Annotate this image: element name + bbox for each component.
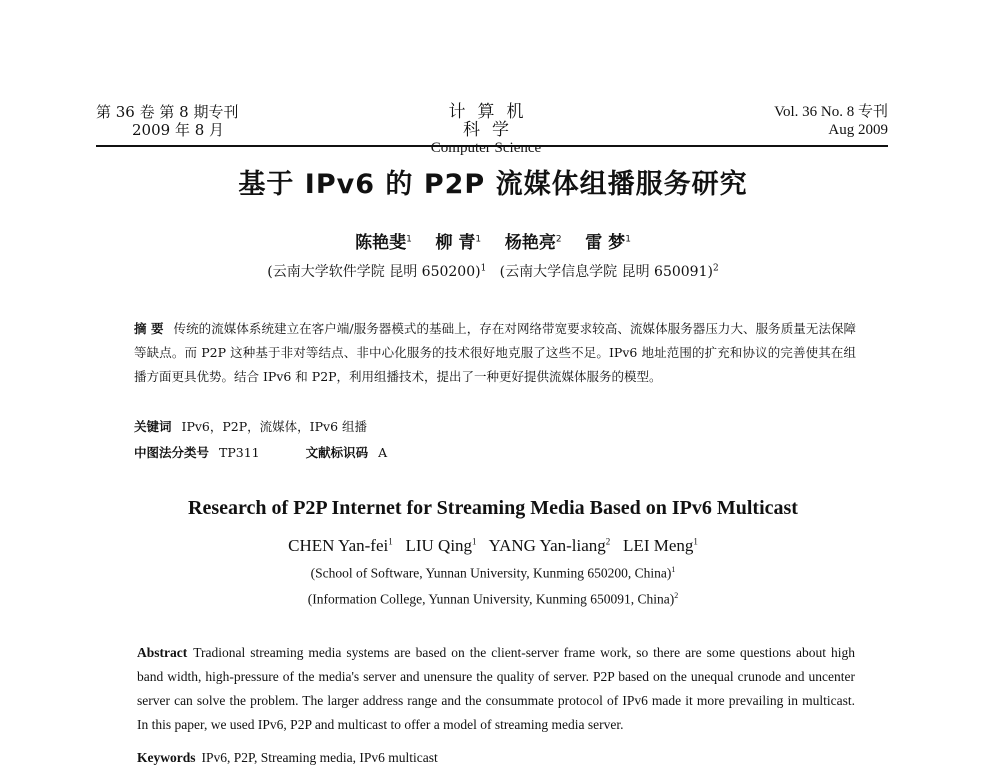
author-sup: 1 — [475, 234, 482, 245]
keywords-text-en: IPv6, P2P, Streaming media, IPv6 multicast — [201, 750, 438, 765]
classification-cn — [134, 443, 387, 461]
affiliation-cn: (云南大学信息学院 昆明 650091) — [499, 264, 713, 280]
author-sup: 1 — [693, 536, 698, 547]
abstract-text-en: Tradional streaming media systems are based on the client-server frame work, so there are some questions about high band width, high-pressure of the media's server and unensure the quality of server. P2P based on the unequal crunode and uncenter server can solve the problem. The larger address range and the consummate protocol of IPv6 made it more prevailing in multicast. In this paper, we used IPv6, P2P and multicast to offer a model of streaming media server. — [137, 645, 855, 732]
author-sup: 1 — [472, 536, 477, 547]
keywords-text-cn: IPv6，P2P，流媒体，IPv6 组播 — [181, 419, 367, 434]
author-list-en — [0, 536, 986, 556]
journal-name — [430, 102, 542, 157]
paper-title-en: Research of P2P Internet for Streaming Media Based on IPv6 Multicast — [188, 497, 798, 519]
affiliation-sup: 1 — [480, 263, 487, 274]
author-cn: 雷 梦 — [585, 233, 626, 253]
author-cn: 杨艳亮 — [504, 233, 556, 253]
journal-header — [96, 102, 888, 156]
author-en: LIU Qing — [405, 536, 473, 555]
author-sup: 2 — [605, 536, 611, 547]
affiliation-sup: 2 — [712, 263, 719, 274]
author-en: YANG Yan-liang — [488, 536, 606, 555]
paper-title-cn: 基于 IPv6 的 P2P 流媒体组播服务研究 — [238, 169, 748, 200]
affiliation-sup: 1 — [671, 565, 676, 574]
author-sup: 1 — [406, 234, 412, 245]
abstract-cn — [134, 317, 856, 389]
author-cn: 柳 青 — [435, 233, 476, 253]
doc-code-label: 文献标识码 — [305, 445, 369, 460]
author-cn: 陈艳斐 — [355, 233, 407, 253]
classification-label: 中图法分类号 — [134, 445, 210, 460]
affiliation-sup: 2 — [674, 591, 679, 600]
keywords-label-en: Keywords — [137, 750, 196, 765]
affiliation-en: (Information College, Yunnan University, Kunming 650091, China) — [307, 591, 675, 607]
journal-name-en: Computer Science — [430, 140, 542, 156]
issue-date-en: Aug 2009 — [828, 122, 888, 138]
author-en: LEI Meng — [623, 536, 694, 555]
abstract-en — [137, 641, 855, 737]
issue-date-cn: 2009 年 8 月 — [132, 121, 225, 139]
doc-code-value: A — [378, 445, 388, 460]
affiliation-en-2 — [0, 591, 986, 608]
author-sup: 2 — [555, 234, 562, 245]
author-list-cn — [0, 228, 986, 253]
classification-value: TP311 — [219, 445, 260, 460]
abstract-label-en: Abstract — [137, 645, 188, 660]
affiliation-en-1 — [0, 565, 986, 582]
keywords-label-cn: 关键词 — [134, 419, 172, 434]
affiliation-cn: (云南大学软件学院 昆明 650200) — [267, 264, 481, 280]
author-sup: 1 — [625, 234, 631, 245]
keywords-cn — [134, 417, 367, 435]
abstract-text-cn: 传统的流媒体系统建立在客户端/服务器模式的基础上，存在对网络带宽要求较高、流媒体服务器压力大、服务质量无法保障等缺点。而 P2P 这种基于非对等结点、非中心化服务的技术很好地克服了这些不足。IPv6 地址范围的扩充和协议的完善使其在组播方面更具优势。结合 IPv6 和 P2P，利用组播技术，提出了一种更好提供流媒体服务的模型。 — [134, 321, 857, 384]
keywords-en — [137, 750, 438, 766]
abstract-label-cn: 摘 要 — [134, 321, 164, 336]
author-sup: 1 — [388, 536, 393, 547]
volume-info-en — [774, 103, 888, 139]
issue-info — [96, 103, 238, 139]
journal-name-cn: 计算机科学 — [448, 102, 536, 140]
affiliation-en: (School of Software, Yunnan University, Kunming 650200, China) — [310, 565, 672, 581]
volume-issue: 第 36 卷 第 8 期专刊 — [96, 103, 239, 121]
volume-number-en: Vol. 36 No. 8 专刊 — [774, 104, 888, 120]
affiliations-cn — [0, 261, 986, 281]
author-en: CHEN Yan-fei — [288, 536, 389, 555]
